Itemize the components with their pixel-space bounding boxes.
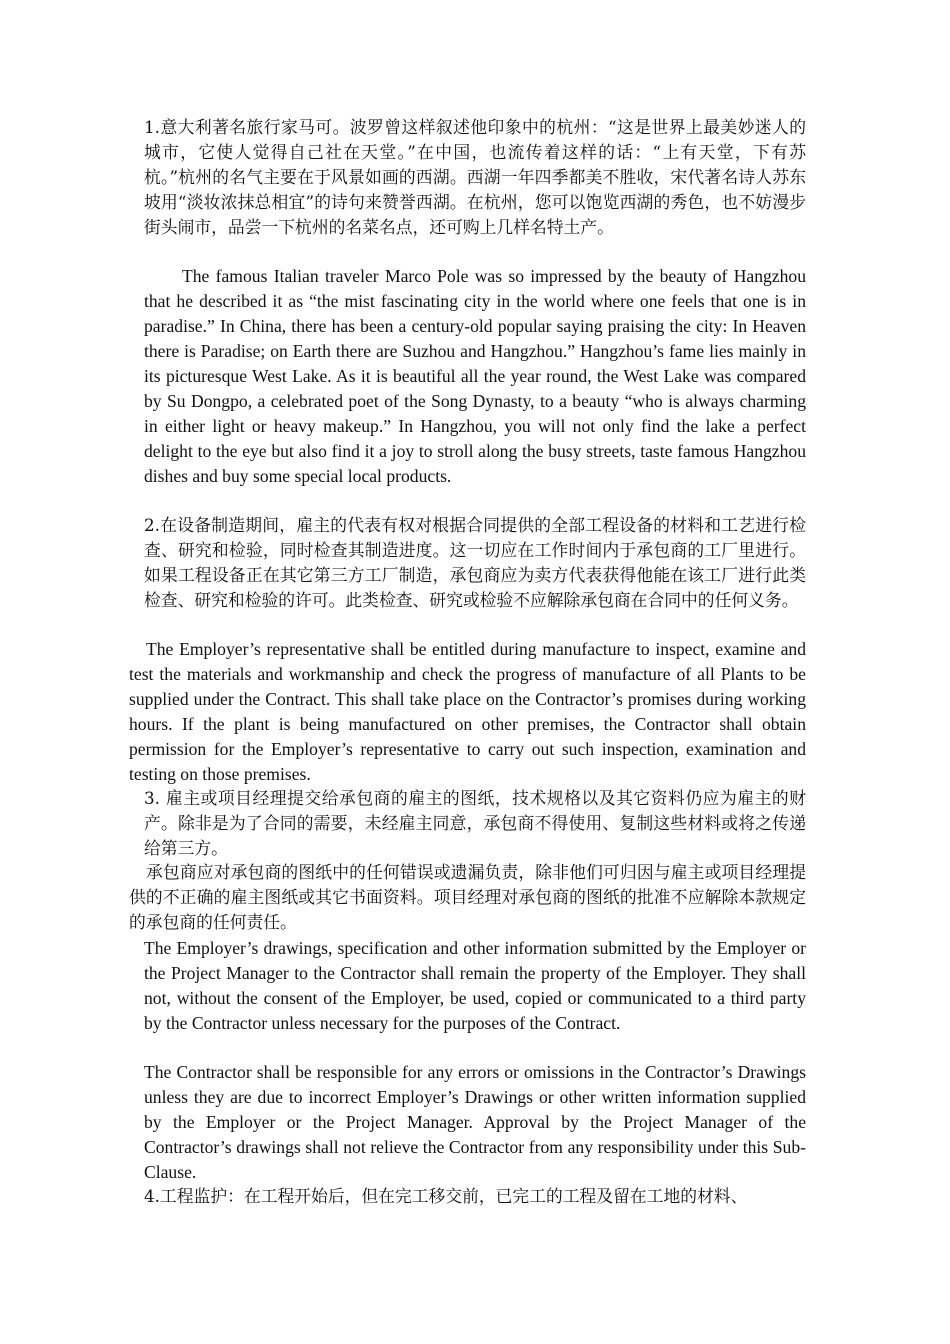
paragraph-4-chinese: 4.工程监护：在工程开始后，但在完工移交前，已完工的工程及留在工地的材料、 <box>144 1186 748 1206</box>
paragraph-1-english: The famous Italian traveler Marco Pole was so impressed by the beauty of Hangzhou that he described it as “the mist fascinating city in the world where one feels that one is in paradise.” In China, there has been a century-old popular saying praising the city: In Heaven there is Paradise; on Earth there are Suzhou and Hangzhou.” Hangzhou’s fame lies mainly in its picturesque West Lake. As it is beautiful all the year round, the West Lake was compared by Su Dongpo, a celebrated poet of the Song Dynasty, to a beauty “who is always charming in either light or heavy makeup.” In Hangzhou, you will not only find the lake a perfect delight to the eye but also find it a joy to stroll along the busy streets, taste famous Hangzhou dishes and buy some special local products. <box>144 266 806 486</box>
paragraph-3-chinese-a: 3. 雇主或项目经理提交给承包商的雇主的图纸，技术规格以及其它资料仍应为雇主的财产。除非是为了合同的需要，未经雇主同意，承包商不得使用、复制这些材料或将之传递给第三方。 <box>144 788 806 858</box>
paragraph-3-english-b: The Contractor shall be responsible for any errors or omissions in the Contractor’s Drawings unless they are due to incorrect Employer’s Drawings or other written information supplied by the Employer or the Project Manager. Approval by the Project Manager of the Contractor’s drawings shall not relieve the Contractor from any responsibility under this Sub-Clause. <box>144 1062 806 1182</box>
paragraph-3-english-a: The Employer’s drawings, specification and other information submitted by the Employer or the Project Manager to the Contractor shall remain the property of the Employer. They shall not, without the consent of the Employer, be used, copied or communicated to a third party by the Contractor unless necessary for the purposes of the Contract. <box>144 938 806 1033</box>
paragraph-1-chinese: 1.意大利著名旅行家马可。波罗曾这样叙述他印象中的杭州：“这是世界上最美妙迷人的城市，它使人觉得自己社在天堂。”在中国，也流传着这样的话：“上有天堂，下有苏杭。”杭州的名气主要在于风景如画的西湖。西湖一年四季都美不胜收，宋代著名诗人苏东坡用“淡妆浓抹总相宜”的诗句来赞誉西湖。在杭州，您可以饱览西湖的秀色，也不妨漫步街头闹市，品尝一下杭州的名菜名点，还可购上几样名特土产。 <box>144 117 806 237</box>
paragraph-2-chinese: 2.在设备制造期间，雇主的代表有权对根据合同提供的全部工程设备的材料和工艺进行检查、研究和检验，同时检查其制造进度。这一切应在工作时间内于承包商的工厂里进行。如果工程设备正在其它第三方工厂制造，承包商应为卖方代表获得他能在该工厂进行此类检查、研究和检验的许可。此类检查、研究或检验不应解除承包商在合同中的任何义务。 <box>144 515 806 610</box>
paragraph-2-english: The Employer’s representative shall be entitled during manufacture to inspect, examine and test the materials and workmanship and check the progress of manufacture of all Plants to be supplied under the Contract. This shall take place on the Contractor’s promises during working hours. If the plant is being manufactured on other premises, the Contractor shall obtain permission for the Employer’s representative to carry out such inspection, examination and testing on those premises. <box>129 639 806 784</box>
paragraph-3-chinese-b: 承包商应对承包商的图纸中的任何错误或遗漏负责，除非他们可归因与雇主或项目经理提供的不正确的雇主图纸或其它书面资料。项目经理对承包商的图纸的批准不应解除本款规定的承包商的任何责任。 <box>129 862 806 932</box>
